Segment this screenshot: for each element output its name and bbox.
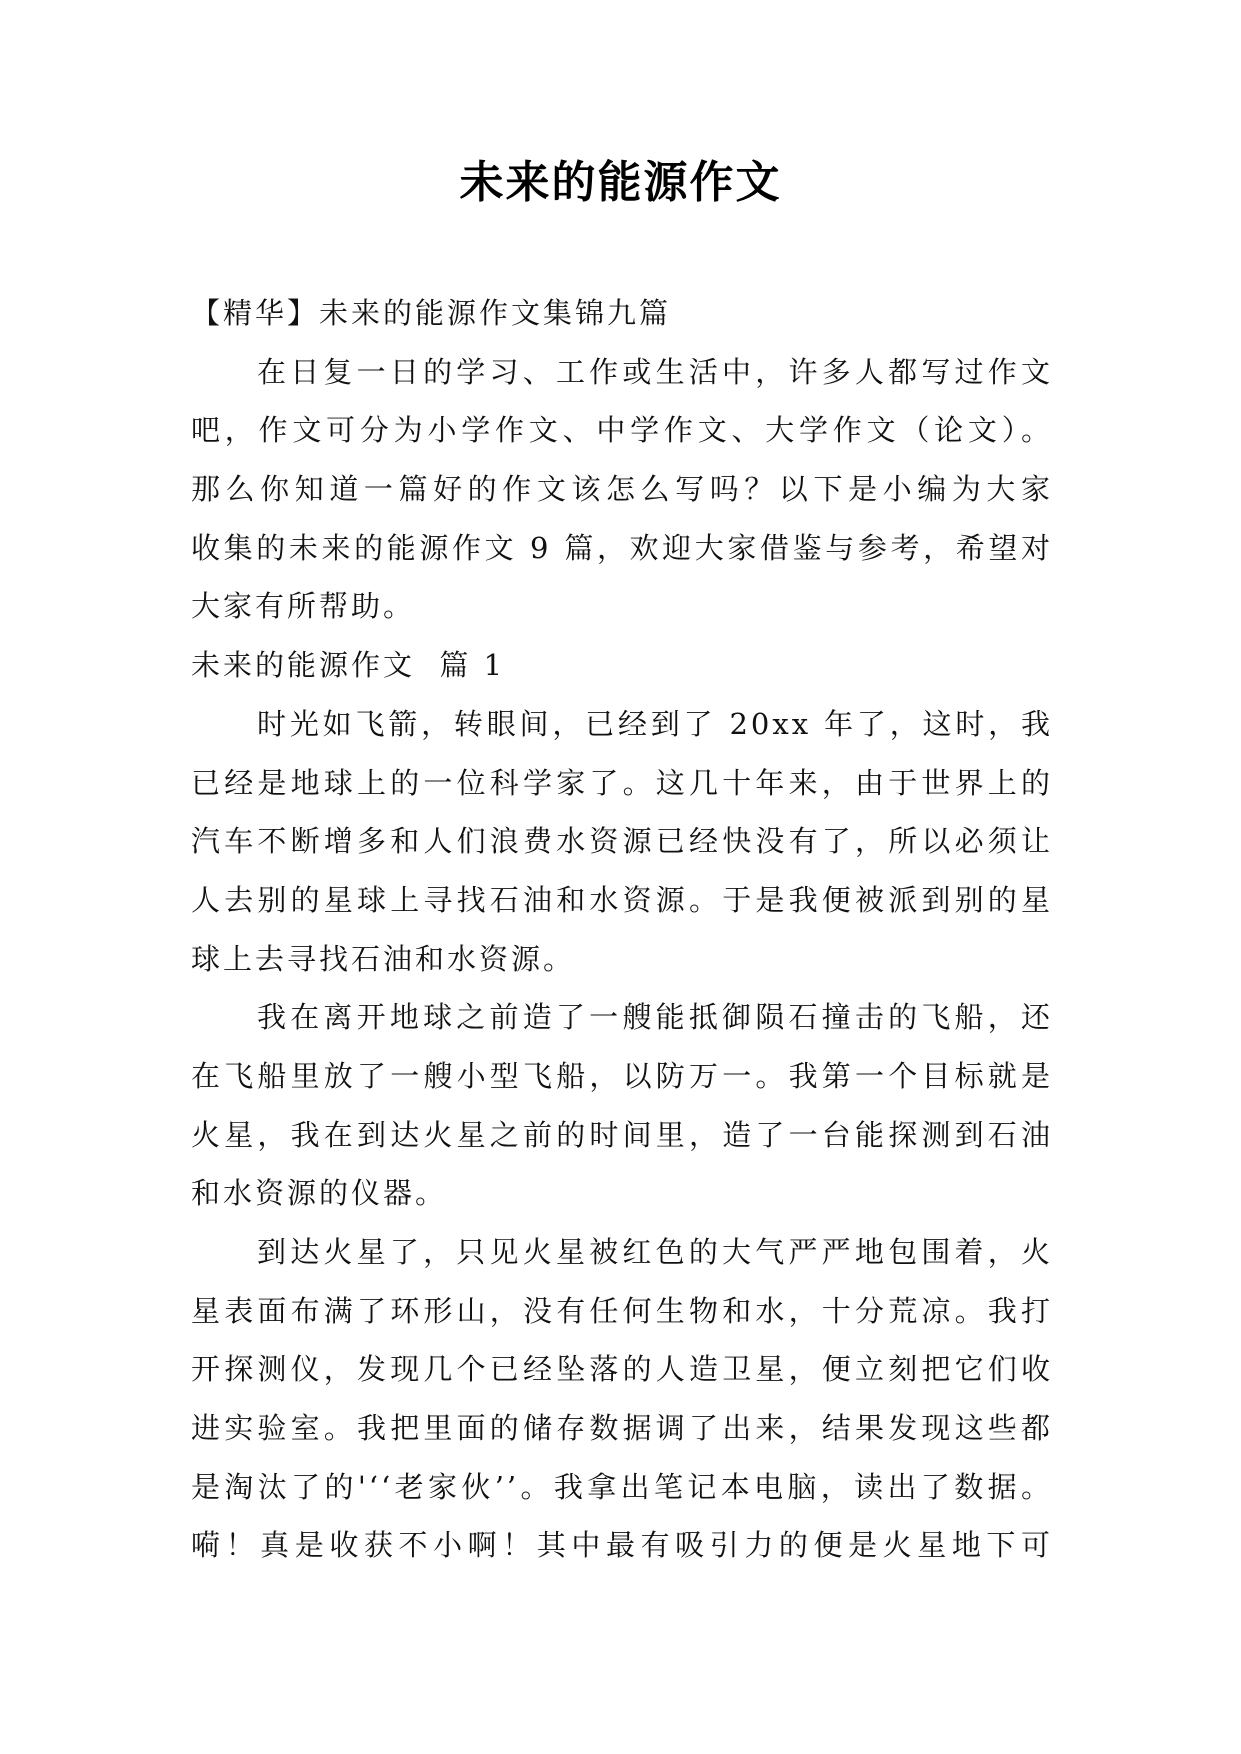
paragraph-line: 汽车不断增多和人们浪费水资源已经快没有了，所以必须让: [191, 824, 1053, 859]
essay-paragraph: [191, 1223, 1053, 1575]
collection-heading: 【精华】未来的能源作文集锦九篇: [191, 296, 672, 330]
paragraph-line: 开探测仪，发现几个已经坠落的人造卫星，便立刻把它们收: [191, 1352, 1053, 1387]
paragraph-line: 嗬！真是收获不小啊！其中最有吸引力的便是火星地下可: [191, 1528, 1053, 1563]
paragraph-line: 吧，作文可分为小学作文、中学作文、大学作文（论文）。: [191, 413, 1053, 448]
paragraph-line: 是淘汰了的'‘‘老家伙’’。我拿出笔记本电脑，读出了数据。: [191, 1469, 1053, 1504]
paragraph-line: 到达火星了，只见火星被红色的大气严严地包围着，火: [257, 1235, 1053, 1269]
paragraph-line: 那么你知道一篇好的作文该怎么写吗？以下是小编为大家: [191, 472, 1053, 507]
paragraph-line: 收集的未来的能源作文 9 篇，欢迎大家借鉴与参考，希望对: [191, 530, 1053, 565]
essay-paragraph: [191, 988, 1053, 1223]
intro-paragraph: [191, 343, 1053, 636]
paragraph-line: 时光如飞箭，转眼间，已经到了 20xx 年了，这时，我: [257, 706, 1053, 741]
paragraph-line: 火星，我在到达火星之前的时间里，造了一台能探测到石油: [191, 1117, 1053, 1152]
document-title: 未来的能源作文: [459, 157, 782, 208]
paragraph-line: 大家有所帮助。: [191, 589, 416, 624]
paragraph-line: 进实验室。我把里面的储存数据调了出来，结果发现这些都: [191, 1411, 1053, 1446]
paragraph-line: 星表面布满了环形山，没有任何生物和水，十分荒凉。我打: [191, 1293, 1053, 1328]
essay-paragraph: [191, 695, 1053, 988]
paragraph-line: 我在离开地球之前造了一艘能抵御陨石撞击的飞船，还: [257, 1000, 1053, 1035]
paragraph-line: 在飞船里放了一艘小型飞船，以防万一。我第一个目标就是: [191, 1058, 1053, 1093]
paragraph-line: 在日复一日的学习、工作或生活中，许多人都写过作文: [257, 354, 1053, 389]
paragraph-line: 球上去寻找石油和水资源。: [191, 941, 576, 976]
paragraph-line: 已经是地球上的一位科学家了。这几十年来，由于世界上的: [191, 765, 1053, 800]
paragraph-line: 人去别的星球上寻找石油和水资源。于是我便被派到别的星: [191, 882, 1053, 917]
essay-heading: 未来的能源作文 篇 1: [191, 648, 506, 683]
paragraph-line: 和水资源的仪器。: [191, 1176, 448, 1211]
document-body: [191, 284, 1053, 1575]
